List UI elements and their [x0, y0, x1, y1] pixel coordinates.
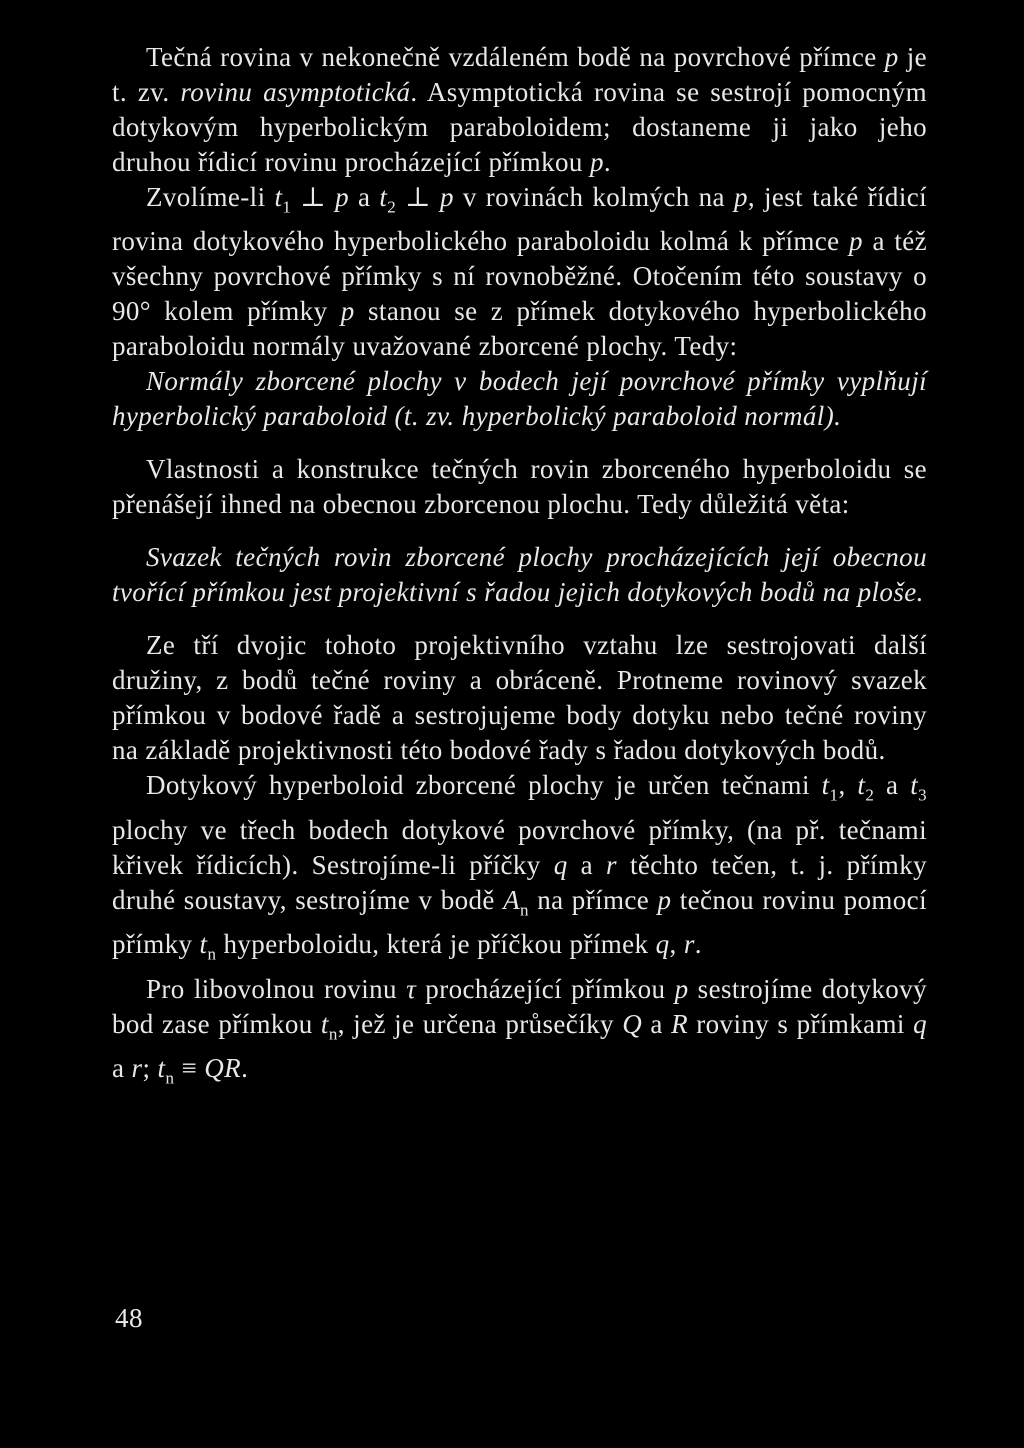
page-number: 48 — [115, 1303, 143, 1333]
text-run: , — [838, 770, 858, 801]
italic-text: QR — [204, 1052, 242, 1083]
italic-text: p — [674, 973, 689, 1004]
text-run: hyperboloidu, která je příčkou přímek — [216, 929, 656, 960]
italic-text: q — [655, 929, 670, 960]
paragraph — [112, 628, 927, 768]
text-run: plochy ve třech bodech dotykové povrchové přímky, (na př. tečnami křivek řídicích). Sestrojíme-li příčky — [112, 814, 927, 880]
subscript: 1 — [829, 785, 839, 805]
italic-text: τ — [406, 973, 417, 1004]
text-run: . — [694, 929, 702, 960]
italic-text: t — [320, 1008, 329, 1039]
text-run: Ze tří dvojic tohoto projektivního vztahu lze sestrojovati další družiny, z bodů tečné roviny a obráceně. Protneme rovinový svazek přímkou v bodové řadě a sestrojujeme body dotyku nebo tečné roviny na základě projektivnosti této bodové řady s řadou dotykových bodů. — [112, 630, 927, 766]
paragraph — [112, 972, 927, 1096]
subscript: 1 — [282, 197, 292, 217]
text-run: a — [348, 182, 380, 212]
text-run: a též všechny povrchové přímky s ní rovnoběžné. Otočením této soustavy o 90° kolem přímky — [112, 226, 927, 327]
text-run: roviny s přímkami — [687, 1008, 914, 1039]
paragraph — [112, 768, 927, 971]
italic-text: t — [910, 770, 919, 801]
theorem-paragraph — [112, 540, 927, 610]
text-run: Tečná rovina v nekonečně vzdáleném bodě na povrchové přímce — [146, 42, 885, 72]
italic-text: t — [199, 929, 208, 960]
text-run: sestrojíme dotykový bod zase přímkou — [112, 973, 927, 1039]
italic-text: t — [274, 182, 283, 212]
italic-text: p — [589, 147, 604, 177]
italic-text: hyperbolický paraboloid normál — [461, 401, 825, 432]
subscript: 2 — [865, 785, 875, 805]
paragraph — [112, 452, 927, 522]
text-run: a — [642, 1008, 672, 1039]
italic-text: r — [683, 929, 695, 960]
italic-text: R — [671, 1008, 688, 1039]
text-run: ; — [142, 1052, 158, 1083]
italic-text: r — [131, 1052, 143, 1083]
text-run: (t. zv. — [387, 401, 462, 432]
text-run: a — [874, 770, 911, 801]
italic-text: rovinu asymptotická — [180, 77, 411, 107]
subscript: n — [328, 1023, 338, 1043]
italic-text: p — [439, 182, 454, 212]
italic-text: q — [553, 849, 568, 880]
theorem-paragraph — [112, 364, 927, 434]
italic-text: Q — [622, 1008, 643, 1039]
italic-text: A — [503, 884, 520, 915]
text-run: a — [112, 1052, 132, 1083]
text-run: , — [669, 929, 684, 960]
text-run: . — [603, 147, 611, 177]
text-run: , jest také řídicí rovina dotykového hyperbolického paraboloidu kolmá k přímce — [112, 182, 928, 257]
text-run: je t. zv. — [112, 42, 927, 107]
italic-text: r — [606, 849, 617, 880]
text-run: , jež je určena průsečíky — [337, 1008, 623, 1039]
italic-text: p — [849, 226, 863, 257]
text-run: . — [241, 1052, 249, 1083]
text-run: procházející přímkou — [416, 973, 675, 1004]
text-run: ≡ — [174, 1052, 205, 1083]
italic-text: Svazek tečných rovin zborcené plochy procházejících její obecnou tvořící přímkou jest projektivní s řadou jejich dotykových bodů na ploše. — [112, 542, 927, 608]
text-run: na přímce — [528, 884, 658, 915]
page-text — [112, 40, 927, 1095]
italic-text: p — [733, 182, 748, 212]
italic-text: p — [884, 42, 899, 72]
text-run: Pro libovolnou rovinu — [146, 973, 407, 1004]
text-run: Zvolíme-li — [146, 182, 275, 212]
text-run: a — [567, 849, 607, 880]
italic-text: Normály zborcené plochy v bodech její povrchové přímky vyplňují hyperbolický paraboloid — [112, 366, 927, 432]
paragraph — [112, 180, 927, 364]
subscript: n — [165, 1068, 175, 1088]
text-run: Vlastnosti a konstrukce tečných rovin zborceného hyperboloidu se přenášejí ihned na obecnou zborcenou plochu. Tedy důležitá věta: — [112, 454, 927, 520]
text-run: ⊥ — [396, 182, 440, 212]
text-run: ). — [824, 401, 842, 432]
italic-text: q — [913, 1008, 928, 1039]
subscript: 3 — [918, 785, 927, 805]
text-run: v rovinách kolmých na — [453, 182, 734, 212]
text-run: ⊥ — [291, 182, 336, 212]
italic-text: p — [657, 884, 672, 915]
italic-text: p — [335, 182, 349, 212]
paragraph — [112, 40, 927, 180]
text-run: těchto tečen, t. j. přímky druhé soustavy, sestrojíme v bodě — [112, 849, 927, 915]
text-run: Dotykový hyperboloid zborcené plochy je určen tečnami — [146, 770, 822, 801]
text-run: . Asymptotická rovina se sestrojí pomocným dotykovým hyperbolickým paraboloidem; dostaneme ji jako jeho druhou řídicí rovinu procházející přímkou — [112, 77, 927, 177]
subscript: 2 — [387, 197, 397, 217]
subscript: n — [520, 900, 529, 920]
italic-text: t — [157, 1052, 166, 1083]
text-run: stanou se z přímek dotykového hyperbolického paraboloidu normály uvažované zborcené plochy. Tedy: — [112, 296, 927, 362]
italic-text: t — [857, 770, 866, 801]
italic-text: t — [821, 770, 830, 801]
italic-text: p — [340, 296, 355, 327]
subscript: n — [207, 944, 217, 964]
italic-text: t — [379, 182, 388, 212]
text-run: tečnou rovinu pomocí přímky — [112, 884, 927, 960]
